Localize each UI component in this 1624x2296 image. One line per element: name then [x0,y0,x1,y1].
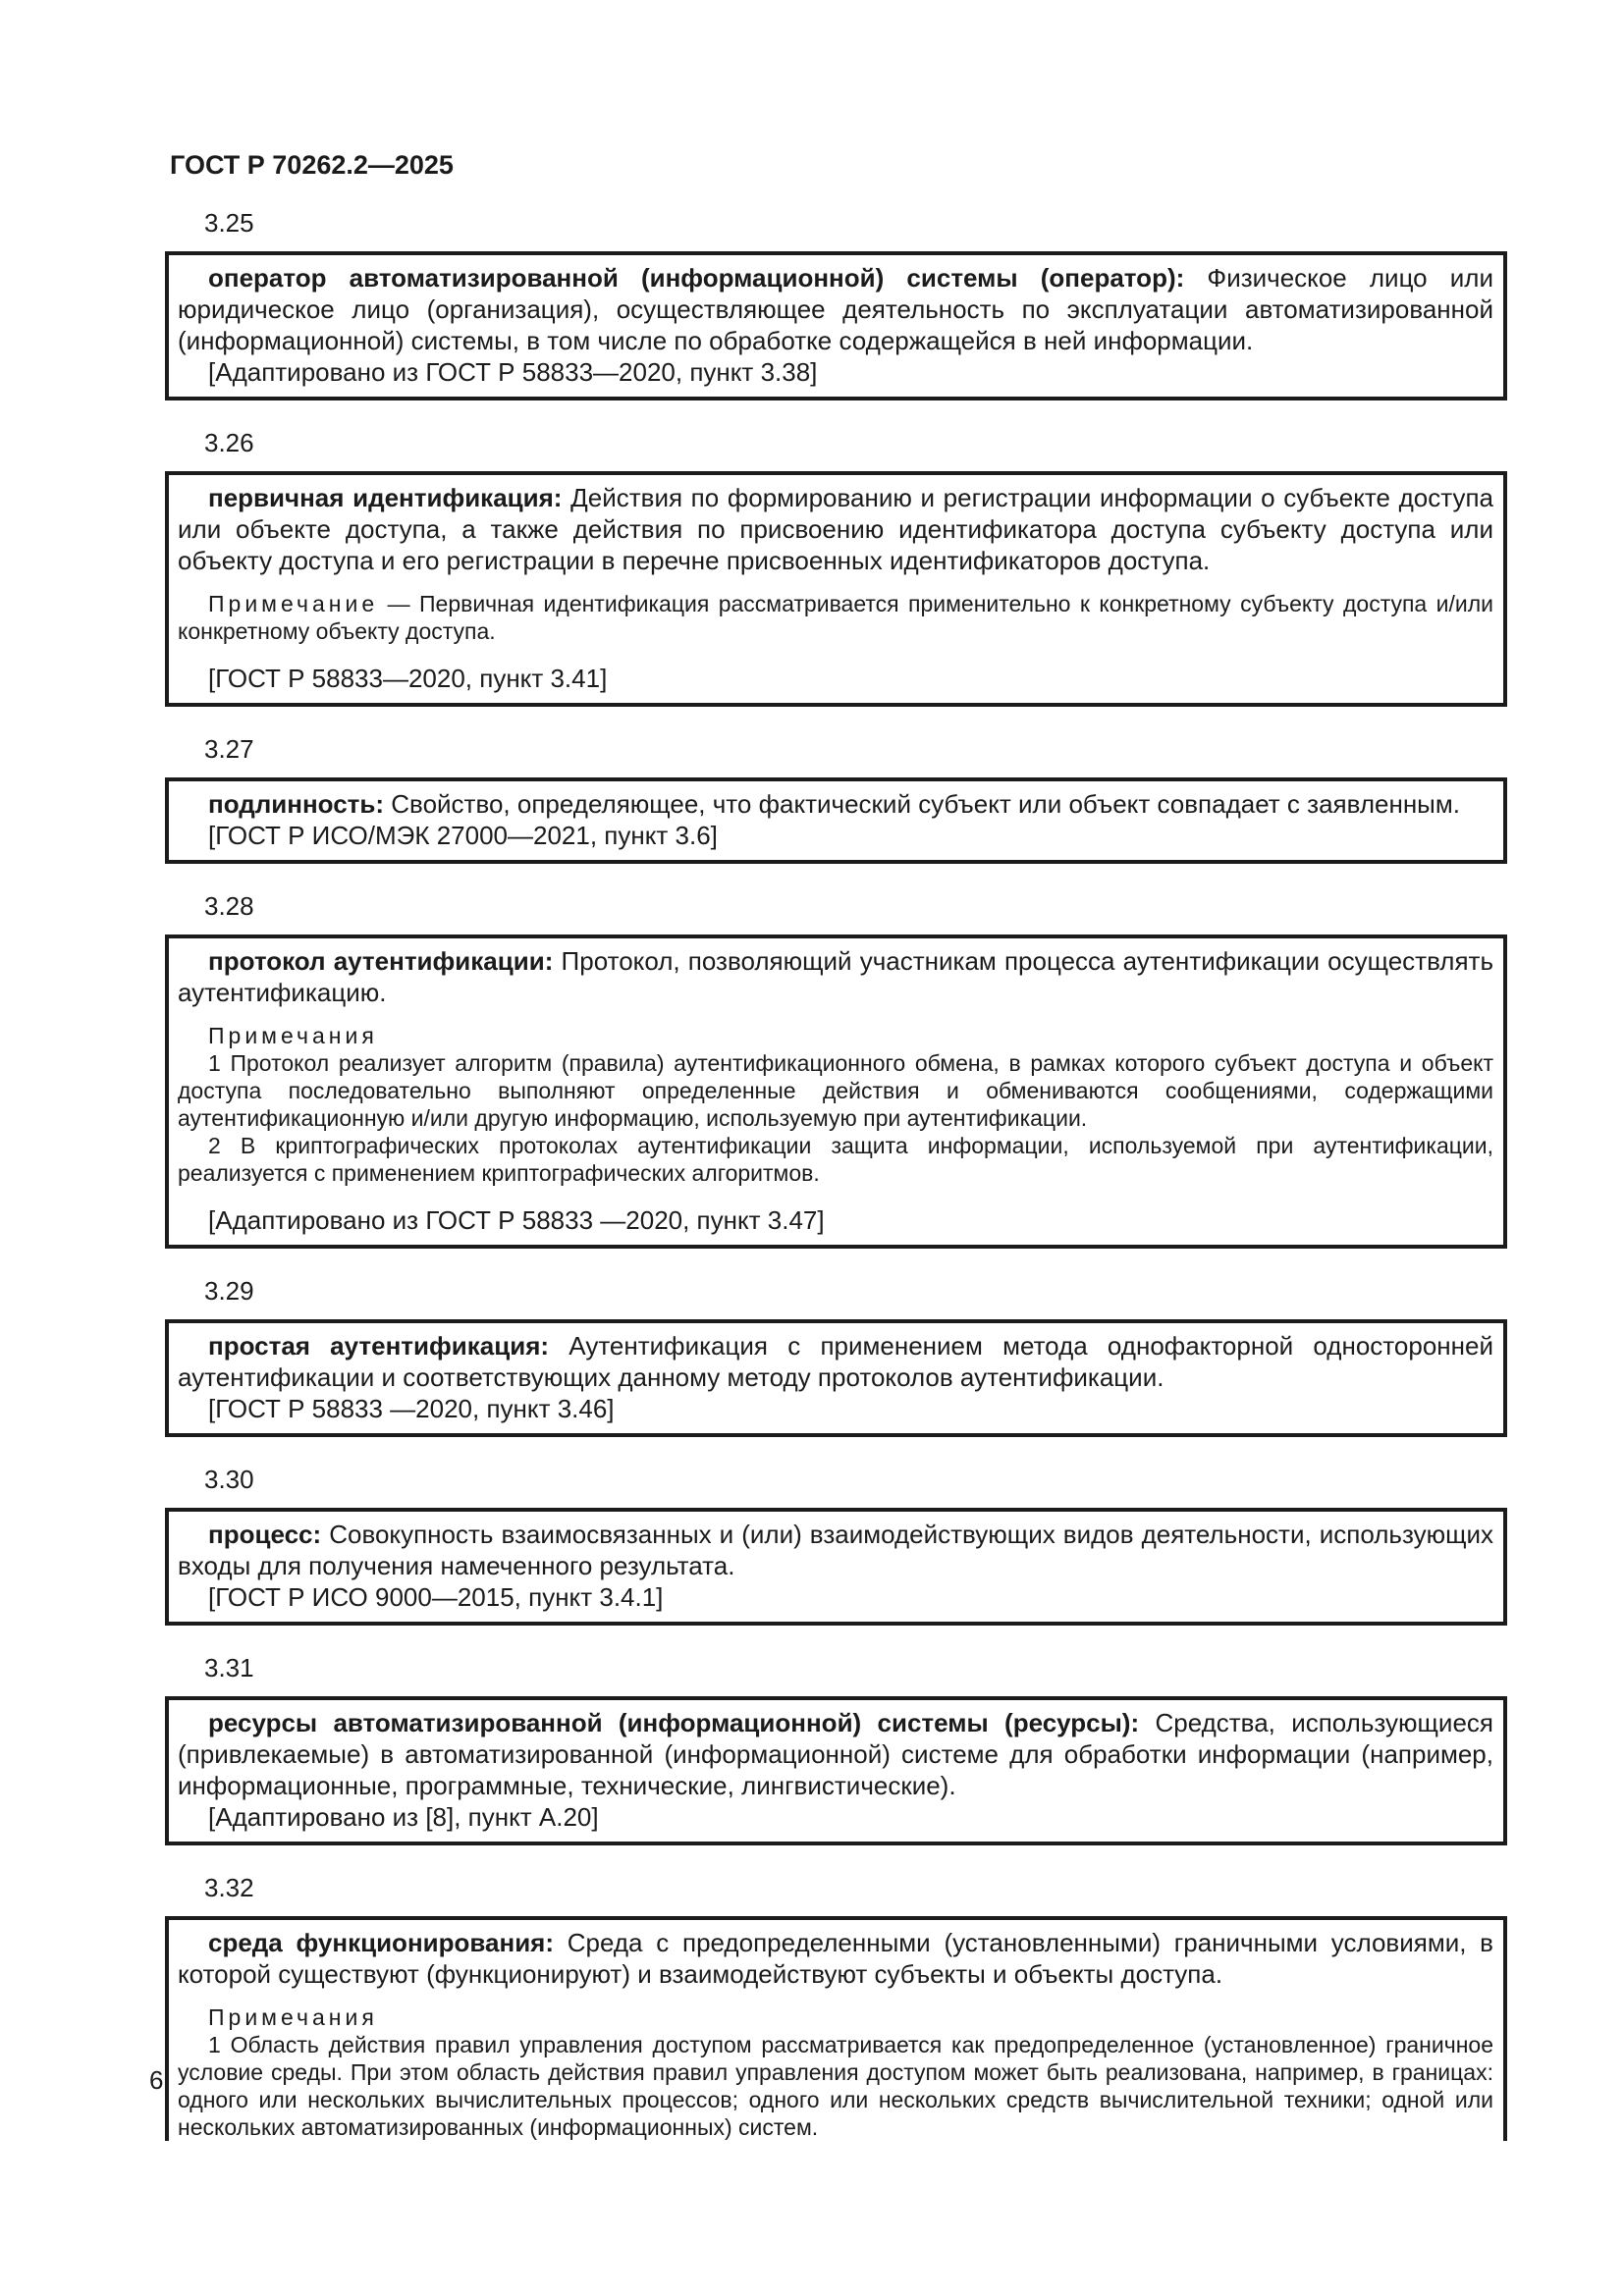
term-section [165,893,1507,1249]
term-text: среда функционирования: [208,1928,555,1957]
definition-box [165,1696,1507,1845]
definition-text: Аутентификация с применением метода однофакторной односторонней аутентификации и соответствующих данному методу протоколов аутентификации. [178,1331,1493,1392]
term-section [165,1467,1507,1626]
term-section [165,1875,1507,2141]
definition-paragraph [178,482,1493,576]
term-section [165,736,1507,864]
definition-paragraph [178,262,1493,356]
definition-box [165,1319,1507,1437]
definition-paragraph [178,1330,1493,1393]
page-number: 6 [149,2065,164,2095]
term-text: протокол аутентификации: [208,946,554,976]
term-text: первичная идентификация: [208,483,563,512]
note-paragraph: 1 Протокол реализует алгоритм (правила) аутентификационного обмена, в рамках которого субъект доступа и объект доступа последовательно выполняют определенные действия и обмениваются сообщениями, содержащими аутентификационную и/или другую информацию, используемую при аутентификации. [178,1050,1493,1131]
section-number: 3.28 [204,891,254,921]
definition-paragraph [178,1519,1493,1581]
term-section [165,210,1507,400]
definition-text: Протокол, позволяющий участникам процесса аутентификации осуществлять аутентификацию. [178,946,1493,1007]
notes-heading: Примечания [208,1023,378,1048]
definition-box [165,251,1507,400]
definition-box [165,1508,1507,1626]
definition-text: Среда с предопределенными (установленными) граничными условиями, в которой существуют (функционируют) и взаимодействуют субъекты и объекты доступа. [178,1928,1493,1989]
definition-text: Свойство, определяющее, что фактический субъект или объект совпадает с заявленным. [391,789,1460,819]
section-number: 3.26 [204,428,254,457]
definition-paragraph [178,788,1493,820]
term-text: оператор автоматизированной (информационной) системы (оператор): [208,263,1185,293]
definition-paragraph [178,945,1493,1008]
section-number: 3.31 [204,1653,254,1682]
source-reference: [Адаптировано из ГОСТ Р 58833—2020, пункт 3.38] [208,357,818,387]
term-text: подлинность: [208,789,385,819]
source-reference: [ГОСТ Р ИСО/МЭК 27000—2021, пункт 3.6] [208,821,718,850]
note-text: — Первичная идентификация рассматривается применительно к конкретному субъекту доступа и/или конкретному объекту доступа. [178,591,1494,644]
document-title: ГОСТ Р 70262.2—2025 [170,150,454,180]
note-paragraph [178,590,1493,645]
source-reference: [Адаптировано из ГОСТ Р 58833 —2020, пункт 3.47] [208,1205,825,1235]
term-text: простая аутентификация: [208,1331,550,1361]
note-paragraph: 2 В криптографических протоколах аутентификации защита информации, используемой при аутентификации, реализуется с применением криптографических алгоритмов. [178,1133,1493,1186]
note-label: Примечание [208,591,379,616]
definition-text: Совокупность взаимосвязанных и (или) взаимодействующих видов деятельности, использующих входы для получения намеченного результата. [178,1520,1493,1580]
section-number: 3.29 [204,1276,254,1306]
source-reference: [ГОСТ Р 58833—2020, пункт 3.41] [208,664,608,693]
definition-paragraph [178,1707,1493,1801]
term-section [165,1655,1507,1845]
section-number: 3.27 [204,734,254,764]
section-number: 3.30 [204,1465,254,1494]
definition-text: Физическое лицо или юридическое лицо (организация), осуществляющее деятельность по эксплуатации автоматизированной (информационной) системы, в том числе по обработке содержащейся в ней информации. [178,263,1494,355]
definition-paragraph [178,1927,1493,1990]
term-section [165,430,1507,707]
source-reference: [ГОСТ Р ИСО 9000—2015, пункт 3.4.1] [208,1582,664,1612]
term-text: ресурсы автоматизированной (информационной) системы (ресурсы): [208,1708,1140,1737]
term-text: процесс: [208,1520,322,1549]
definition-box [165,1916,1507,2141]
section-number: 3.25 [204,208,254,238]
term-section [165,1278,1507,1437]
source-reference: [ГОСТ Р 58833 —2020, пункт 3.46] [208,1394,615,1423]
definition-box [165,934,1507,1249]
section-number: 3.32 [204,1873,254,1902]
note-paragraph: 1 Область действия правил управления доступом рассматривается как предопределенное (установленное) граничное условие среды. При этом область действия правил управления доступом может быть реализована, например, в границах: одного или нескольких вычислительных процессов; одного или нескольких средств вычислительной техники; одной или нескольких автоматизированных (информационных) систем. [178,2032,1493,2140]
definition-box [165,777,1507,864]
source-reference: [Адаптировано из [8], пункт А.20] [208,1802,599,1832]
definition-text: Средства, использующиеся (привлекаемые) в автоматизированной (информационной) системе для обработки информации (например, информационные, программные, технические, лингвистические). [178,1708,1493,1800]
definition-box [165,471,1507,707]
notes-heading: Примечания [208,2004,378,2030]
definition-text: Действия по формированию и регистрации информации о субъекте доступа или объекте доступа, а также действия по присвоению идентификатора доступа субъекту доступа или объекту доступа и его регистрации в перечне присвоенных идентификаторов доступа. [178,483,1493,575]
